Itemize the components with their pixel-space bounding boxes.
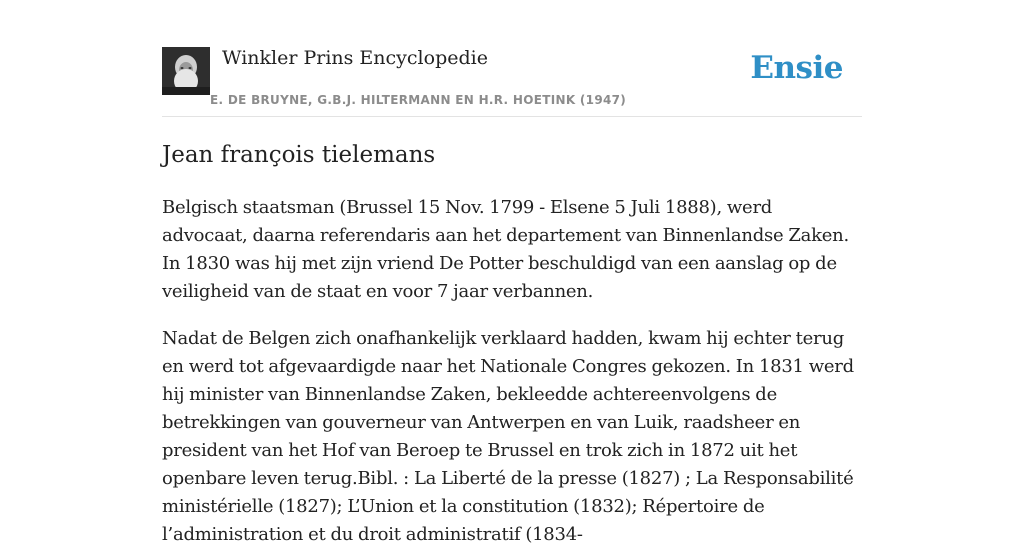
article-paragraph: Belgisch staatsman (Brussel 15 Nov. 1799 - Elsene 5 Juli 1888), werd advocaat, daarna referendaris aan het departement van Binnenlandse Zaken. In 1830 was hij met zijn vriend De Potter beschuldigd van een aanslag op de veiligheid van de staat en voor 7 jaar verbannen.: [162, 197, 849, 302]
site-header: [162, 46, 862, 117]
site-title[interactable]: Winkler Prins Encyclopedie: [222, 47, 488, 69]
article-paragraph: Nadat de Belgen zich onafhankelijk verklaard hadden, kwam hij echter terug en werd tot afgevaardigde naar het Nationale Congres gekozen. In 1831 werd hij minister van Binnenlandse Zaken, bekleedde achtereenvolgens de betrekkingen van gouverneur van Antwerpen en van Luik, raadsheer en president van het Hof van Beroep te Brussel en trok zich in 1872 uit het openbare leven terug.Bibl. : La Liberté de la presse (1827) ; La Responsabilité ministérielle (1827); L’Union et la constitution (1832); Répertoire de l’administration et du droit administratif (1834-: [162, 328, 854, 545]
authors-credit: E. DE BRUYNE, G.B.J. HILTERMANN EN H.R. HOETINK (1947): [210, 93, 627, 107]
article-title: Jean françois tielemans: [162, 142, 436, 168]
article: [162, 140, 862, 549]
portrait-image: [162, 47, 210, 95]
ensie-logo[interactable]: Ensie: [750, 50, 843, 86]
author-avatar[interactable]: [162, 47, 210, 95]
